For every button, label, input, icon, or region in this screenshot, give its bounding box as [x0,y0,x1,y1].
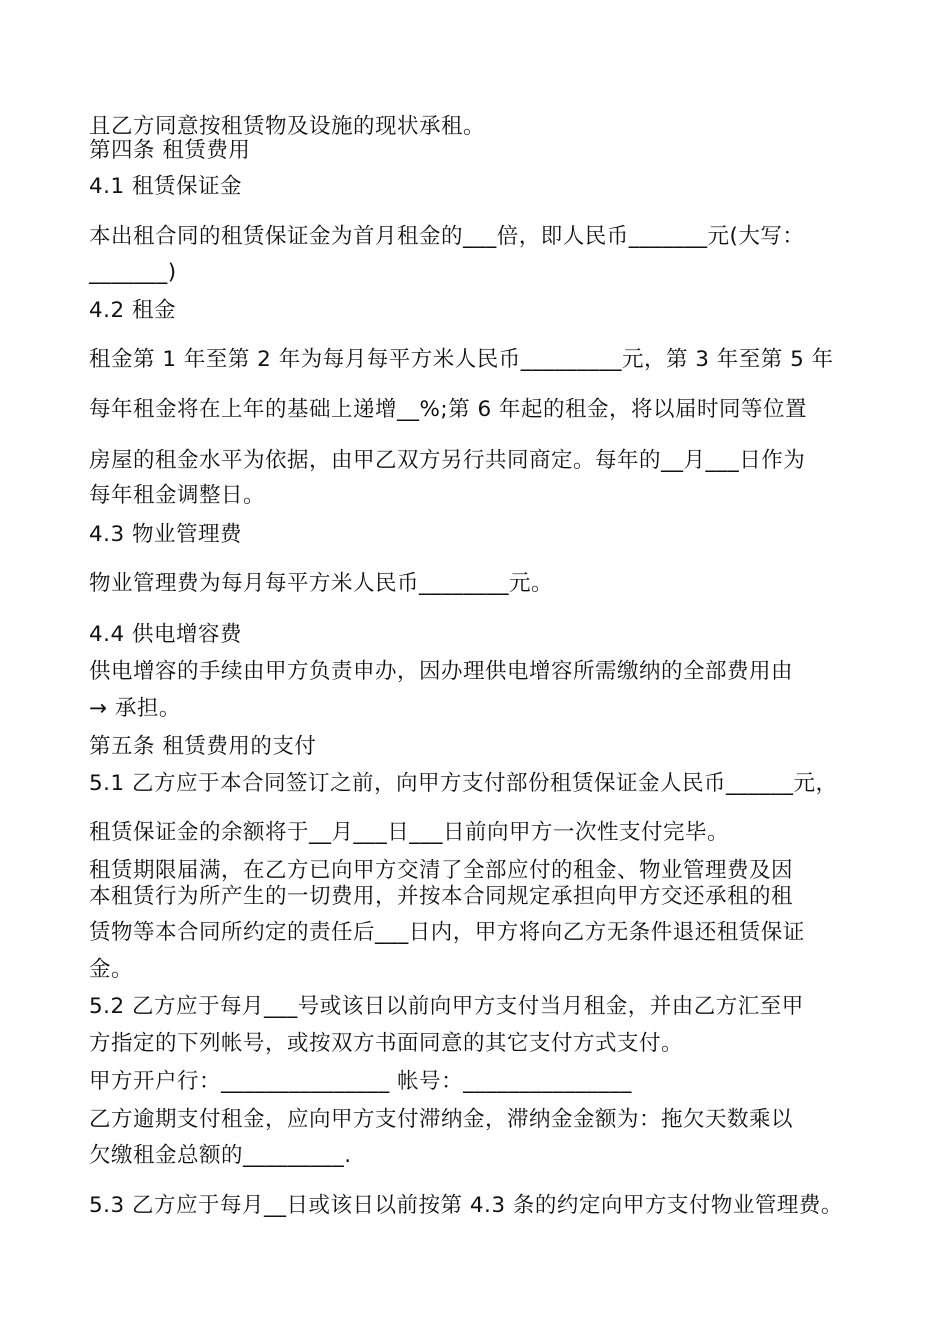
text-line: 供电增容的手续由甲方负责申办，因办理供电增容所需缴纳的全部费用由 [89,659,794,684]
text-line: 租金第 1 年至第 2 年为每月每平方米人民币_________元，第 3 年至第 5 年 [89,347,834,372]
text-line: 金。 [89,957,134,982]
text-line: 乙方逾期支付租金，应向甲方支付滞纳金，滞纳金金额为：拖欠天数乘以 [89,1107,794,1132]
subsection-heading: 4.4 供电增容费 [89,622,243,647]
text-line: 租赁期限届满，在乙方已向甲方交清了全部应付的租金、物业管理费及因 [89,858,794,883]
text-line: 赁物等本合同所约定的责任后___日内，甲方将向乙方无条件退还租赁保证 [89,920,805,945]
text-line: 每年租金将在上年的基础上递增__%;第 6 年起的租金，将以届时同等位置 [89,397,808,422]
text-line: 每年租金调整日。 [89,483,266,508]
subsection-heading: 4.1 租赁保证金 [89,174,243,199]
section-heading: 第四条 租赁费用 [89,138,251,163]
text-line: 欠缴租金总额的_________. [89,1143,352,1168]
text-line: 5.3 乙方应于每月__日或该日以前按第 4.3 条的约定向甲方支付物业管理费。 [89,1193,843,1218]
text-line: 本出租合同的租赁保证金为首月租金的___倍，即人民币_______元(大写： [89,224,805,249]
text-line: 租赁保证金的余额将于__月___日___日前向甲方一次性支付完毕。 [89,820,730,845]
text-line: 物业管理费为每月每平方米人民币________元。 [89,571,554,596]
text-line: 方指定的下列帐号，或按双方书面同意的其它支付方式支付。 [89,1031,684,1056]
text-line: 5.1 乙方应于本合同签订之前，向甲方支付部份租赁保证金人民币______元， [89,771,838,796]
account-line: 甲方开户行：_______________ 帐号：_______________ [89,1069,632,1094]
text-line: 本租赁行为所产生的一切费用，并按本合同规定承担向甲方交还承租的租 [89,884,794,909]
subsection-heading: 4.3 物业管理费 [89,522,243,547]
text-line: 且乙方同意按租赁物及设施的现状承租。 [89,114,486,139]
text-line: 5.2 乙方应于每月___号或该日以前向甲方支付当月租金，并由乙方汇至甲 [89,994,804,1019]
text-line: → 承担。 [89,696,181,721]
subsection-heading: 4.2 租金 [89,298,177,323]
text-line: 房屋的租金水平为依据，由甲乙双方另行共同商定。每年的__月___日作为 [89,448,806,473]
section-heading: 第五条 租赁费用的支付 [89,734,317,759]
text-line: _______) [89,260,177,285]
